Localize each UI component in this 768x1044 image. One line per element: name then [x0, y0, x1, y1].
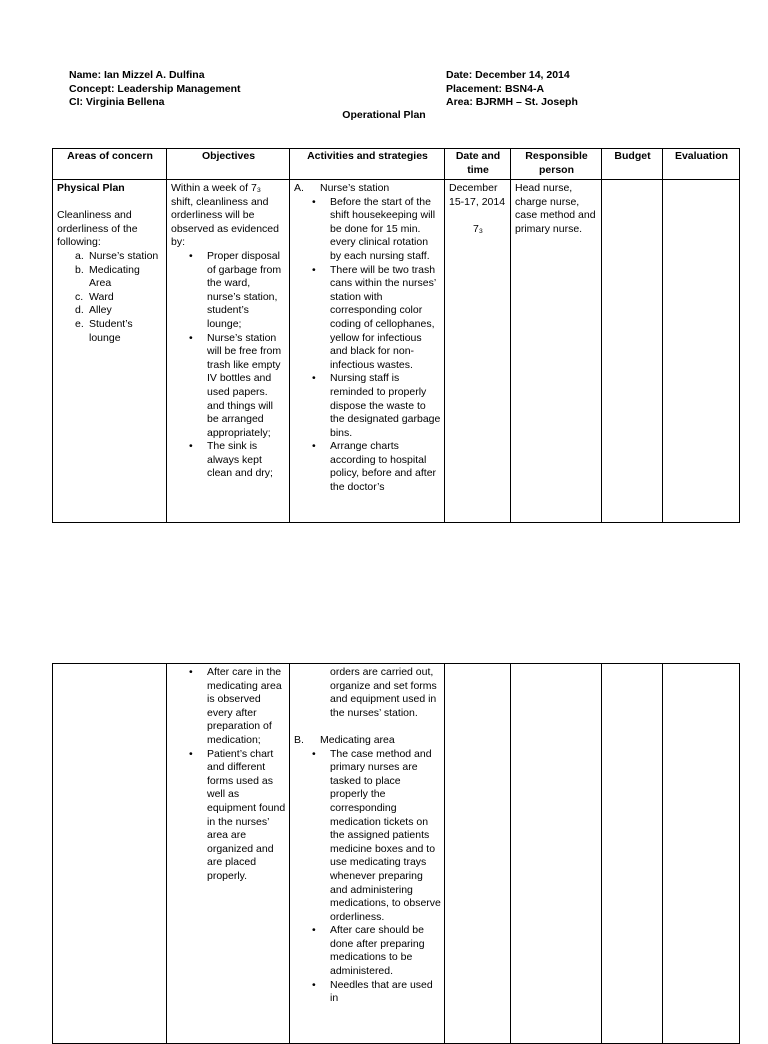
objectives-list: [171, 250, 286, 481]
placement: Placement: BSN4-A: [446, 82, 545, 95]
list-item: • After care in the medicating area is observed every after preparation of medication;: [207, 666, 286, 748]
list-item: e. Student’s lounge: [75, 317, 133, 344]
page-title: Operational Plan: [342, 109, 426, 121]
objectives-cell: [167, 180, 290, 523]
list-item: • After care should be done after preparing medications to be administered.: [330, 924, 441, 978]
header-left: [69, 69, 241, 110]
date: Date: December 14, 2014: [446, 69, 570, 81]
section-nurses-station: A. Nurse’s station: [294, 182, 390, 194]
date-time-cell: [445, 180, 511, 523]
evaluation-cell: [663, 180, 740, 523]
list-item: • Patient’s chart and different forms used as well as equipment found in the nurses’ area are organized and are placed properly.: [207, 748, 286, 884]
section-medicating-area: B. Medicating area: [294, 733, 395, 746]
evaluation-cell: [663, 664, 740, 1044]
list-item: • There will be two trash cans within the nurses’ station with corresponding color coding of cellophanes, yellow for infectious and black for non-infectious wastes.: [330, 264, 441, 373]
list-item: • Nurse’s station will be free from trash like empty IV bottles and used papers. and things will be arranged appropriately;: [207, 332, 286, 441]
areas-intro: Cleanliness and orderliness of the following:: [57, 209, 138, 249]
activities-cell: [290, 664, 445, 1044]
dates: December 15-17, 2014: [449, 182, 506, 208]
areas-cell: [53, 664, 167, 1044]
list-item: d. Alley: [75, 304, 112, 317]
table-row: [53, 664, 740, 1044]
budget-cell: [602, 180, 663, 523]
list-item: • The case method and primary nurses are tasked to place properly the corresponding medication tickets on the assigned patients medicine boxes and to use medicating trays whenever preparing and administering medications, to observe orderliness.: [330, 748, 441, 925]
list-item: c. Ward: [75, 290, 114, 303]
objectives-cell: [167, 664, 290, 1044]
objectives-list: [171, 666, 286, 884]
header-right: [446, 69, 578, 110]
col-evaluation: Evaluation: [663, 149, 740, 180]
col-activities: Activities and strategies: [290, 149, 445, 180]
list-item: • Arrange charts according to hospital policy, before and after the doctor’s: [330, 440, 441, 494]
list-item: • Proper disposal of garbage from the ward, nurse’s station, student’s lounge;: [207, 250, 286, 332]
budget-cell: [602, 664, 663, 1044]
concept: Concept: Leadership Management: [69, 82, 241, 95]
list-item: • Nursing staff is reminded to properly dispose the waste to the designated garbage bins.: [330, 372, 441, 440]
operational-plan-table: [52, 148, 740, 523]
continuation-text: orders are carried out, organize and set forms and equipment used in the nurses’ station.: [330, 666, 437, 719]
list-item: • The sink is always kept clean and dry;: [207, 440, 286, 481]
areas-cell: [53, 180, 167, 523]
shift: 7₃: [472, 222, 484, 235]
physical-plan-heading: Physical Plan: [57, 182, 125, 194]
areas-list: [57, 250, 163, 345]
activities-list: [294, 748, 441, 1006]
clinical-instructor: CI: Virginia Bellena: [69, 96, 165, 109]
col-budget: Budget: [602, 149, 663, 180]
col-objectives: Objectives: [167, 149, 290, 180]
responsible-cell: Head nurse, charge nurse, case method and primary nurse.: [511, 180, 602, 523]
operational-plan-table-continued: [52, 663, 740, 1044]
list-item: a. Nurse’s station: [75, 249, 159, 262]
activities-cell: [290, 180, 445, 523]
list-item: b. Medicating Area: [75, 263, 140, 290]
col-areas-of-concern: Areas of concern: [53, 149, 167, 180]
col-date-time: Date and time: [445, 149, 511, 180]
activities-list: [294, 196, 441, 495]
list-item: • Before the start of the shift housekeeping will be done for 15 min. every clinical rotation by each nursing staff.: [330, 196, 441, 264]
table-header-row: [53, 149, 740, 180]
list-item: • Needles that are used in: [330, 979, 441, 1006]
objectives-intro: Within a week of 7₃ shift, cleanliness and orderliness will be observed as evidenced by:: [171, 182, 279, 249]
area: Area: BJRMH – St. Joseph: [446, 96, 578, 109]
student-name: Name: Ian Mizzel A. Dulfina: [69, 69, 205, 81]
responsible-cell: [511, 664, 602, 1044]
col-responsible: Responsible person: [511, 149, 602, 180]
date-time-cell: [445, 664, 511, 1044]
table-row: [53, 180, 740, 523]
